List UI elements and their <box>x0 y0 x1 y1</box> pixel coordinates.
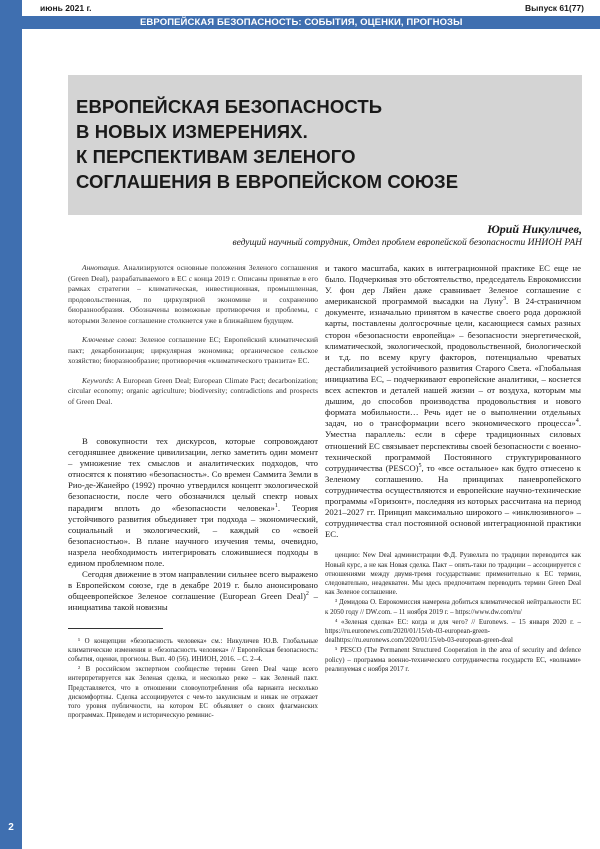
footnote-ref-1[interactable]: 1 <box>274 502 278 509</box>
footnote-3: ³ Демидова О. Еврокомиссия намерена добиться климатической нейтральности ЕС к 2050 году // DW.com. – 11 ноября 2019 г. – https://www.dw.com/ru/ <box>325 599 581 616</box>
author-affiliation: ведущий научный сотрудник, Отдел проблем европейской безопасности ИНИОН РАН <box>232 238 582 248</box>
title-line-1: ЕВРОПЕЙСКАЯ БЕЗОПАСНОСТЬ <box>76 96 383 117</box>
annotation-label: Аннотация <box>82 263 119 272</box>
right-column <box>325 263 581 675</box>
title-line-3: К ПЕРСПЕКТИВАМ ЗЕЛЕНОГО <box>76 146 356 167</box>
abstract-keywords-en <box>68 376 318 408</box>
left-accent-bar <box>0 0 22 849</box>
footnote-4: ⁴ «Зеленая сделка» ЕС: когда и для чего? // Euronews. – 15 января 2020 г. – https://ru.euronews.com/2020/01/15/eb-03-european-green-dealhttps://ru.euronews.com/2020/01/15/eb-03-european-green-deal <box>325 618 581 645</box>
abstract-annotation <box>68 263 318 326</box>
left-column <box>68 263 318 721</box>
footnote-1: ¹ О концепции «безопасность человека» см.: Никуличев Ю.В. Глобальные климатические изменения и «безопасность человека» // Европейская безопасность: события, оценки, прогнозы. Вып. 40 (56). ИНИОН, 2016. – С. 2–4. <box>68 637 318 663</box>
footnote-2: ² В российском экспертном сообществе термин Green Deal чаще всего интерпретируется как Зеленая сделка, и несколько реже – как Зеленый пакт. Представляется, что в отношении словоупотребления оба варианта несколько дискомфортны. Сделка ассоциируется с чем-то закулисным и никак не отражает того уровня публичности, на котором ЕС объявляет о своих флагманских программах. Приведем и историческую реминис- <box>68 666 318 720</box>
body-paragraph-3: и такого масштаба, каких в интеграционной практике ЕС еще не было. Подчеркивая это обстоятельство, председатель Еврокомиссии У. фон дер Ляйен даже сравнивает Зеленое соглашение с американской программой высадки на Луну$^3$. В 24-страничном документе, изначально принятом в качестве своего рода дорожной карты, поставлены долгосрочные цели, касающиеся самых разных сторон «безопасности европейца» – безопасности энергетической, климатической, экологической, продовольственной, биологической и т.д. по всему кругу факторов, потенциально чреватых дестабилизацией устойчивого развития Старого Света. «Глобальная инициатива ЕС, – подчеркивают европейские аналитики, – коснется всех аспектов и деталей нашей жизни – от воздуха, которым мы дышим, до способов производства продовольствия и нового формата мобильности… Речь идет не о выполнении отдельных задач, но о трансформации всего экономического процесса»$^4$. Уместна параллель: если в сфере традиционных силовых отношений ЕС связывает перспективы своей безопасности с военно-технической программой Постоянного структурированного сотрудничества (PESCO)$^5$, то «все остальное» как будто отнесено к Зеленому соглашению. На принципах паневропейского сотрудничества осуществляются и европейские научно-технические программы «Горизонт», последняя из которых рассчитана на период 2021–2027 гг. Принцип максимально широкого – «инклюзивного» – сотрудничества стал постоянной основой интеграционной практики ЕС. <box>325 263 582 540</box>
footnote-ref-2[interactable]: 2 <box>305 591 309 598</box>
abstract-keywords-ru <box>68 335 318 367</box>
author-name: Юрий Никуличев, <box>487 222 582 236</box>
title-line-2: В НОВЫХ ИЗМЕРЕНИЯХ. <box>76 121 308 142</box>
section-banner: ЕВРОПЕЙСКАЯ БЕЗОПАСНОСТЬ: СОБЫТИЯ, ОЦЕНКИ, ПРОГНОЗЫ <box>22 16 600 29</box>
article-title <box>76 94 576 194</box>
body-paragraph-2: Сегодня движение в этом направлении сильнее всего выражено в Европейском союзе, где в декабре 2019 г. было анонсировано общеевропейское Зеленое соглашение (European Green Deal)$^2$ – инициатива такой новизны <box>68 569 319 613</box>
page-number: 2 <box>8 822 14 833</box>
footnote-2-continued: ценцию: New Deal администрации Ф.Д. Рузвельта по традиции переводится как Новый курс, а не как Новая сделка. Пакт – опять-таки по традиции – ассоциируется с отношениями между двумя-тремя государствами: применительно к ЕС термин, следовательно, неадекватен. Мы здесь предпочитаем переводить термин Green Deal как Зеленое соглашение. <box>325 552 581 597</box>
body-paragraph-1: В совокупности тех дискурсов, которые сопровождают сегодняшнее движение цивилизации, легко заметить один момент – умножение тех смыслов и аналитических подходов, что относятся к понятию «безопасность». Со времен Саммита Земли в Рио-де-Жанейро (1992) прочно утвердился концепт экологической безопасности, после чего обозначился целый спектр новых парадигм вплоть до «безопасности человека»$^1$. Теория устойчивого развития объединяет три подхода – экономический, социальный и экологический, – каждый со «своей безопасностью». В плане научного изучения темы, очевидно, назрела необходимость интегрировать сложившиеся подходы в едином проблемном поле. <box>68 436 318 569</box>
keywords-ru-text: : Зеленое соглашение ЕС; Европейский климатический пакт; декарбонизация; циркулярная экономика; органическое сельское хозяйство; биоразнообразие; противоречия «климатического транзита» ЕС. <box>68 335 318 365</box>
footnote-ref-3[interactable]: 3 <box>503 296 507 303</box>
title-line-4: СОГЛАШЕНИЯ В ЕВРОПЕЙСКОМ СОЮЗЕ <box>76 171 459 192</box>
keywords-en-text: : A European Green Deal; European Climate Pact; decarbonization; circular economy; organic agriculture; biodiversity; contradictions and prospects of Green Deal. <box>68 375 318 406</box>
footnote-ref-4[interactable]: 4 <box>575 418 579 425</box>
keywords-ru-label: Ключевые слова <box>82 335 135 344</box>
footnote-5: ⁵ PESCO (The Permanent Structured Cooperation in the area of security and defence policy) – программа военно-технического сотрудничества государств ЕС, «волнами» реализуемая с ноября 2017 г. <box>325 647 581 673</box>
header-date: июнь 2021 г. <box>40 3 92 13</box>
keywords-en-label: Keywords <box>82 375 112 385</box>
footnote-ref-5[interactable]: 5 <box>418 462 422 469</box>
footnote-divider <box>68 628 163 629</box>
annotation-text: . Анализируются основные положения Зеленого соглашения (Green Deal), разрабатываемого в ЕС с конца 2019 г. Описаны принятые в его рамках стратегии – климатическая, инвестиционная, промышленная, продовольственная, по циркулярной экономике и сохранению биоразнообразия. Обозначены возможные противоречия и проблемы, с которыми Зеленое соглашение столкнется уже в ближайшем будущем. <box>68 263 318 325</box>
header-issue: Выпуск 61(77) <box>525 3 584 13</box>
right-footnotes <box>325 551 581 674</box>
